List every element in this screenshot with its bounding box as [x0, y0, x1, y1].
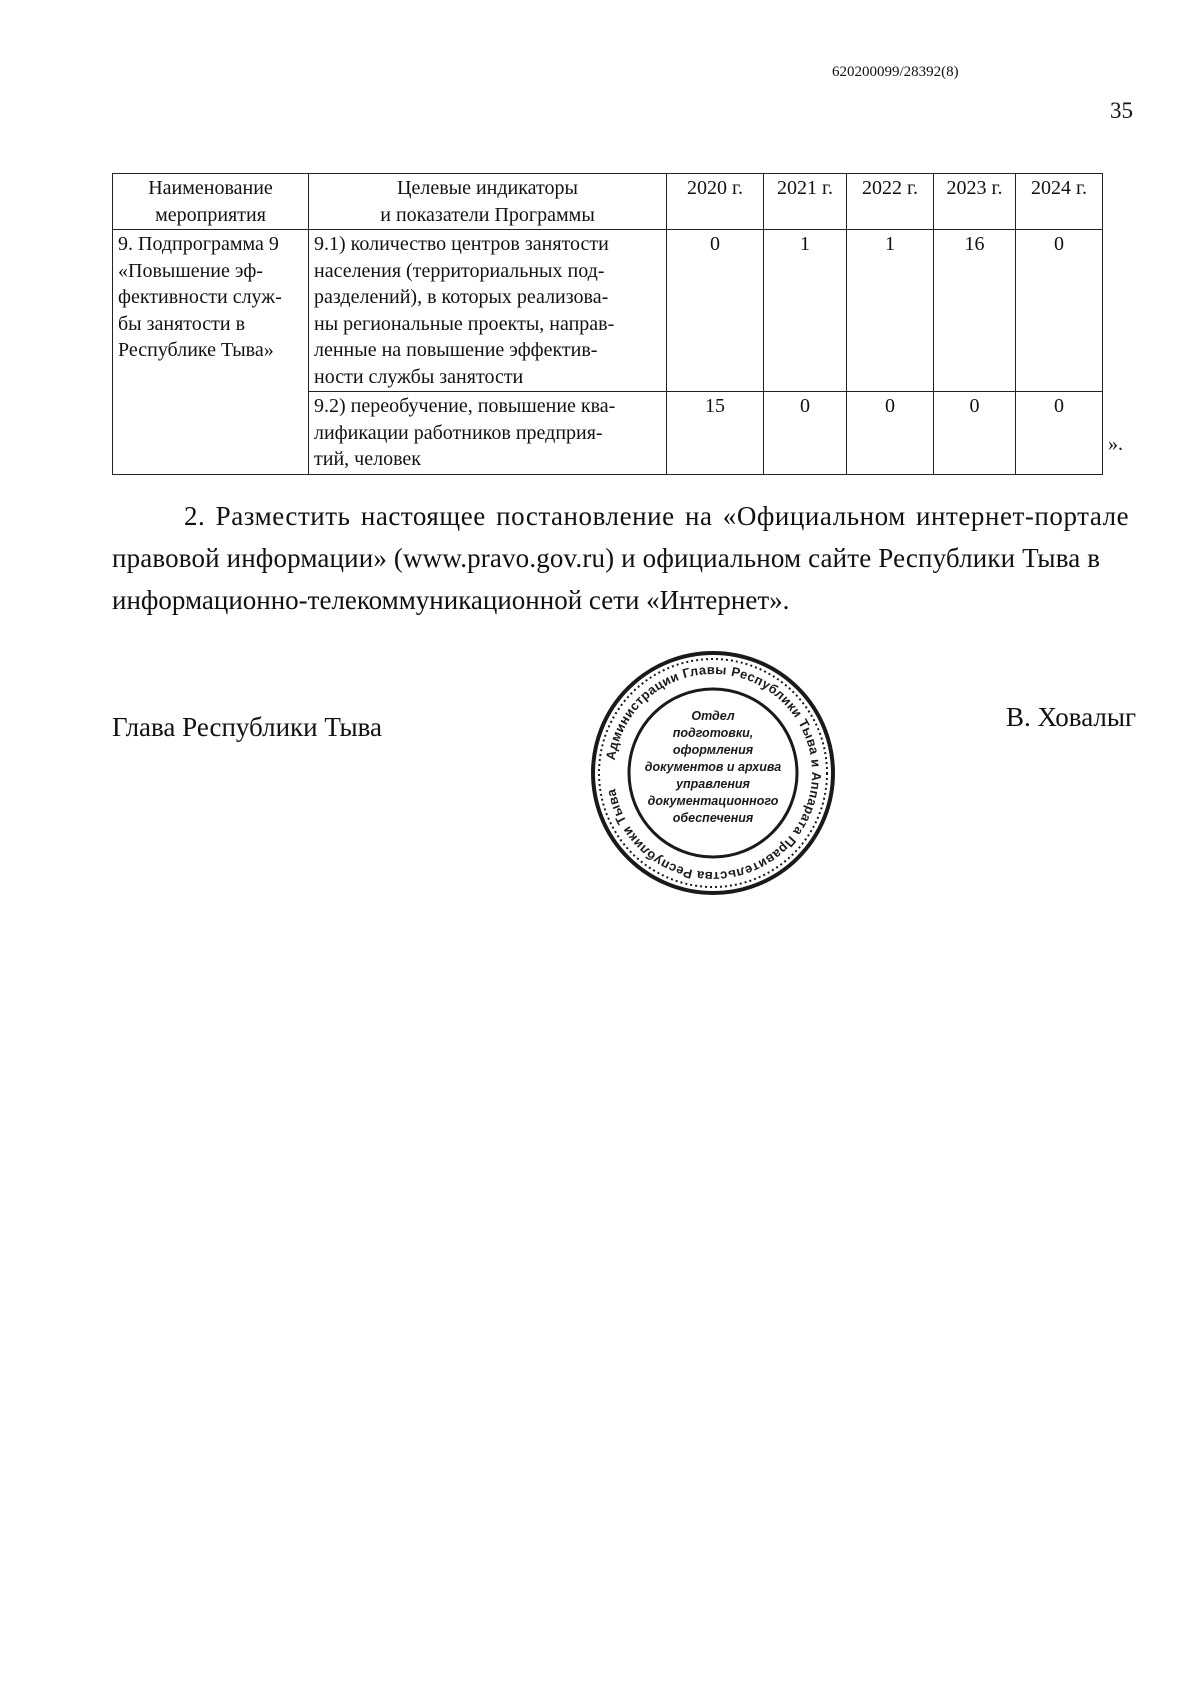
indicator-line: ны региональные проекты, направ- — [314, 312, 615, 335]
value-2021: 1 — [764, 230, 847, 392]
event-line: фективности служ- — [118, 286, 282, 308]
signatory-name: В. Ховалыг — [1006, 702, 1137, 732]
header-line: мероприятия — [155, 203, 266, 226]
column-header-event — [113, 174, 309, 230]
seal-inner-line: документов и архива — [644, 760, 782, 774]
seal-inner-line: документационного — [647, 794, 779, 808]
signatory-title: Глава Республики Тыва — [112, 712, 383, 742]
column-header-indicators — [309, 174, 667, 230]
page-number: 35 — [1110, 98, 1133, 123]
column-header-2021: 2021 г. — [764, 174, 847, 230]
column-header-2022: 2022 г. — [847, 174, 934, 230]
event-line: 9. Подпрограмма 9 — [118, 233, 279, 255]
value-2021: 0 — [764, 392, 847, 475]
header-line: Целевые индикаторы — [397, 177, 578, 199]
indicator-line: разделений), в которых реализова- — [314, 286, 609, 308]
indicator-line: ленные на повышение эффектив- — [314, 339, 598, 361]
seal-outer-text: Администрации Главы Республики Тыва и Аппарата Правительства Республики Тыва — [602, 661, 825, 885]
table-header-row — [113, 174, 1103, 230]
header-line: Наименование — [148, 177, 273, 199]
column-header-2023: 2023 г. — [934, 174, 1016, 230]
value-2020: 0 — [667, 230, 764, 392]
program-indicators-table — [112, 173, 1103, 475]
column-header-2024: 2024 г. — [1016, 174, 1103, 230]
indicator-cell — [309, 230, 667, 392]
document-id: 620200099/28392(8) — [832, 64, 959, 80]
indicator-line: тий, человек — [314, 448, 421, 470]
indicator-line: ности службы занятости — [314, 365, 524, 388]
official-seal-stamp — [588, 648, 838, 898]
seal-inner-line: оформления — [672, 743, 754, 757]
seal-inner-line: управления — [676, 777, 750, 791]
event-line: бы занятости в — [118, 312, 246, 335]
indicator-cell — [309, 392, 667, 475]
resolution-paragraph — [112, 495, 1146, 621]
value-2020: 15 — [667, 392, 764, 475]
seal-inner-line: обеспечения — [672, 811, 754, 825]
event-line: «Повышение эф- — [118, 259, 263, 282]
value-2023: 16 — [934, 230, 1016, 392]
column-header-2020: 2020 г. — [667, 174, 764, 230]
seal-inner-line: подготовки, — [672, 726, 754, 740]
value-2024: 0 — [1016, 392, 1103, 475]
header-line: и показатели Программы — [380, 203, 595, 226]
event-cell — [113, 230, 309, 475]
value-2022: 0 — [847, 392, 934, 475]
event-line: Республике Тыва» — [118, 339, 274, 361]
value-2024: 0 — [1016, 230, 1103, 392]
indicator-line: лификации работников предприя- — [314, 421, 603, 444]
closing-quote: ». — [1108, 433, 1123, 455]
indicator-line: 9.2) переобучение, повышение ква- — [314, 395, 616, 417]
value-2022: 1 — [847, 230, 934, 392]
paragraph-line: 2. Разместить настоящее постановление на «Официальном интернет-портале — [184, 501, 1130, 531]
value-2023: 0 — [934, 392, 1016, 475]
table-row — [113, 230, 1103, 392]
indicator-line: населения (территориальных под- — [314, 259, 605, 282]
indicator-line: 9.1) количество центров занятости — [314, 233, 609, 255]
paragraph-line: информационно-телекоммуникационной сети «Интернет». — [112, 585, 790, 615]
paragraph-line: правовой информации» (www.pravo.gov.ru) и официальном сайте Республики Тыва в — [112, 543, 1101, 573]
seal-inner-line: Отдел — [691, 709, 735, 723]
